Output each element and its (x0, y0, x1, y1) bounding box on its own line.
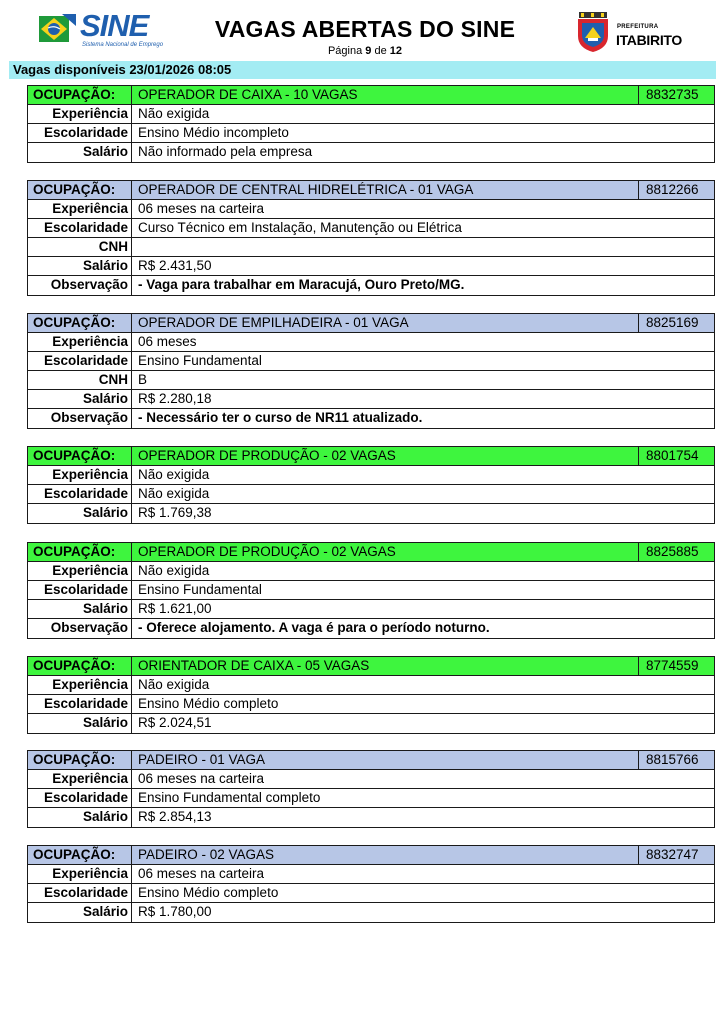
job-title: OPERADOR DE CAIXA - 10 VAGAS (138, 87, 358, 102)
page-mid: de (374, 45, 387, 57)
job-listing (27, 446, 715, 524)
salary-label: Salário (28, 257, 132, 275)
salary-row (28, 257, 714, 276)
observation-label: Observação (28, 276, 132, 295)
education-value: Ensino Fundamental (138, 353, 262, 368)
job-listing (27, 542, 715, 639)
salary-value: R$ 2.280,18 (138, 391, 212, 406)
salary-label: Salário (28, 390, 132, 408)
education-label: Escolaridade (28, 124, 132, 142)
job-header-row (28, 447, 714, 466)
job-header-row (28, 314, 714, 333)
education-row (28, 789, 714, 808)
job-title: PADEIRO - 01 VAGA (138, 752, 266, 767)
prefeitura-logo (575, 12, 695, 54)
education-value: Ensino Médio incompleto (138, 125, 289, 140)
education-row (28, 485, 714, 504)
job-header-row (28, 543, 714, 562)
job-title: PADEIRO - 02 VAGAS (138, 847, 275, 862)
salary-label: Salário (28, 714, 132, 733)
education-label: Escolaridade (28, 485, 132, 503)
experience-value: 06 meses na carteira (138, 201, 265, 216)
education-row (28, 695, 714, 714)
education-label: Escolaridade (28, 884, 132, 902)
page-total: 12 (389, 45, 403, 57)
experience-value: Não exigida (138, 467, 210, 482)
education-row (28, 219, 714, 238)
salary-row (28, 600, 714, 619)
job-listing (27, 656, 715, 734)
job-header-row (28, 181, 714, 200)
job-listing (27, 85, 715, 163)
job-code: 8825169 (638, 314, 714, 332)
experience-label: Experiência (28, 562, 132, 580)
education-value: Ensino Médio completo (138, 696, 279, 711)
page-indicator (230, 45, 500, 57)
cnh-value (132, 238, 714, 256)
page-title: VAGAS ABERTAS DO SINE (214, 16, 516, 42)
observation-label: Observação (28, 409, 132, 428)
page-header (0, 0, 724, 60)
sine-wordmark: SINE (80, 8, 149, 43)
salary-value: R$ 1.780,00 (138, 904, 212, 919)
occupation-label: OCUPAÇÃO: (28, 447, 132, 465)
job-code: 8801754 (638, 447, 714, 465)
job-code: 8815766 (638, 751, 714, 769)
experience-label: Experiência (28, 200, 132, 218)
cnh-row (28, 238, 714, 257)
cnh-label: CNH (28, 371, 132, 389)
salary-value: R$ 2.854,13 (138, 809, 212, 824)
education-row (28, 124, 714, 143)
job-header-row (28, 846, 714, 865)
experience-label: Experiência (28, 466, 132, 484)
availability-date-bar: Vagas disponíveis 23/01/2026 08:05 (9, 61, 716, 79)
experience-value: Não exigida (138, 563, 210, 578)
cnh-row (28, 371, 714, 390)
experience-row (28, 676, 714, 695)
occupation-label: OCUPAÇÃO: (28, 86, 132, 104)
job-listing (27, 750, 715, 828)
experience-row (28, 562, 714, 581)
salary-label: Salário (28, 903, 132, 922)
experience-label: Experiência (28, 105, 132, 123)
experience-value: 06 meses na carteira (138, 771, 265, 786)
experience-row (28, 333, 714, 352)
experience-value: 06 meses (138, 334, 197, 349)
education-label: Escolaridade (28, 789, 132, 807)
prefeitura-label: PREFEITURA (617, 24, 659, 30)
job-title: OPERADOR DE PRODUÇÃO - 02 VAGAS (138, 544, 396, 559)
salary-label: Salário (28, 600, 132, 618)
education-value: Curso Técnico em Instalação, Manutenção ou Elétrica (138, 220, 462, 235)
experience-row (28, 466, 714, 485)
job-title: OPERADOR DE EMPILHADEIRA - 01 VAGA (138, 315, 409, 330)
salary-row (28, 903, 714, 922)
job-listing (27, 180, 715, 296)
job-code: 8812266 (638, 181, 714, 199)
salary-value: R$ 2.431,50 (138, 258, 212, 273)
salary-row (28, 390, 714, 409)
job-code: 8832747 (638, 846, 714, 864)
job-code: 8774559 (638, 657, 714, 675)
education-row (28, 581, 714, 600)
page-current: 9 (365, 45, 372, 57)
salary-value: R$ 1.621,00 (138, 601, 212, 616)
job-code: 8832735 (638, 86, 714, 104)
observation-row (28, 276, 714, 295)
occupation-label: OCUPAÇÃO: (28, 657, 132, 675)
experience-value: Não exigida (138, 106, 210, 121)
page-prefix: Página (327, 45, 363, 57)
occupation-label: OCUPAÇÃO: (28, 846, 132, 864)
experience-value: 06 meses na carteira (138, 866, 265, 881)
observation-label: Observação (28, 619, 132, 638)
cnh-label: CNH (28, 238, 132, 256)
education-label: Escolaridade (28, 352, 132, 370)
job-header-row (28, 751, 714, 770)
observation-row (28, 409, 714, 428)
observation-value: - Necessário ter o curso de NR11 atualizado. (138, 410, 423, 425)
job-header-row (28, 657, 714, 676)
salary-row (28, 143, 714, 162)
salary-row (28, 714, 714, 733)
education-value: Ensino Médio completo (138, 885, 279, 900)
experience-label: Experiência (28, 770, 132, 788)
job-header-row (28, 86, 714, 105)
salary-label: Salário (28, 808, 132, 827)
experience-row (28, 865, 714, 884)
education-value: Ensino Fundamental (138, 582, 262, 597)
occupation-label: OCUPAÇÃO: (28, 314, 132, 332)
education-label: Escolaridade (28, 581, 132, 599)
experience-label: Experiência (28, 333, 132, 351)
city-name: ITABIRITO (616, 32, 683, 48)
city-crest-icon (575, 12, 611, 52)
job-listing (27, 845, 715, 923)
salary-row (28, 504, 714, 523)
salary-label: Salário (28, 143, 132, 162)
experience-row (28, 200, 714, 219)
salary-row (28, 808, 714, 827)
sine-tagline: Sistema Nacional de Emprego (82, 42, 164, 48)
observation-row (28, 619, 714, 638)
experience-row (28, 105, 714, 124)
education-row (28, 352, 714, 371)
salary-value: Não informado pela empresa (138, 144, 313, 159)
experience-label: Experiência (28, 676, 132, 694)
experience-value: Não exigida (138, 677, 210, 692)
salary-value: R$ 2.024,51 (138, 715, 212, 730)
education-row (28, 884, 714, 903)
experience-label: Experiência (28, 865, 132, 883)
cnh-value: B (138, 372, 148, 387)
occupation-label: OCUPAÇÃO: (28, 751, 132, 769)
observation-value: - Vaga para trabalhar em Maracujá, Ouro Preto/MG. (138, 277, 465, 292)
occupation-label: OCUPAÇÃO: (28, 543, 132, 561)
job-code: 8825885 (638, 543, 714, 561)
education-label: Escolaridade (28, 695, 132, 713)
sine-logo (38, 10, 163, 54)
education-label: Escolaridade (28, 219, 132, 237)
brazil-flag-icon (38, 12, 78, 46)
job-title: OPERADOR DE PRODUÇÃO - 02 VAGAS (138, 448, 396, 463)
education-value: Não exigida (138, 486, 210, 501)
job-listing (27, 313, 715, 429)
salary-value: R$ 1.769,38 (138, 505, 212, 520)
education-value: Ensino Fundamental completo (138, 790, 321, 805)
job-title: ORIENTADOR DE CAIXA - 05 VAGAS (138, 658, 370, 673)
job-title: OPERADOR DE CENTRAL HIDRELÉTRICA - 01 VAGA (138, 182, 474, 197)
occupation-label: OCUPAÇÃO: (28, 181, 132, 199)
observation-value: - Oferece alojamento. A vaga é para o período noturno. (138, 620, 490, 635)
salary-label: Salário (28, 504, 132, 523)
experience-row (28, 770, 714, 789)
